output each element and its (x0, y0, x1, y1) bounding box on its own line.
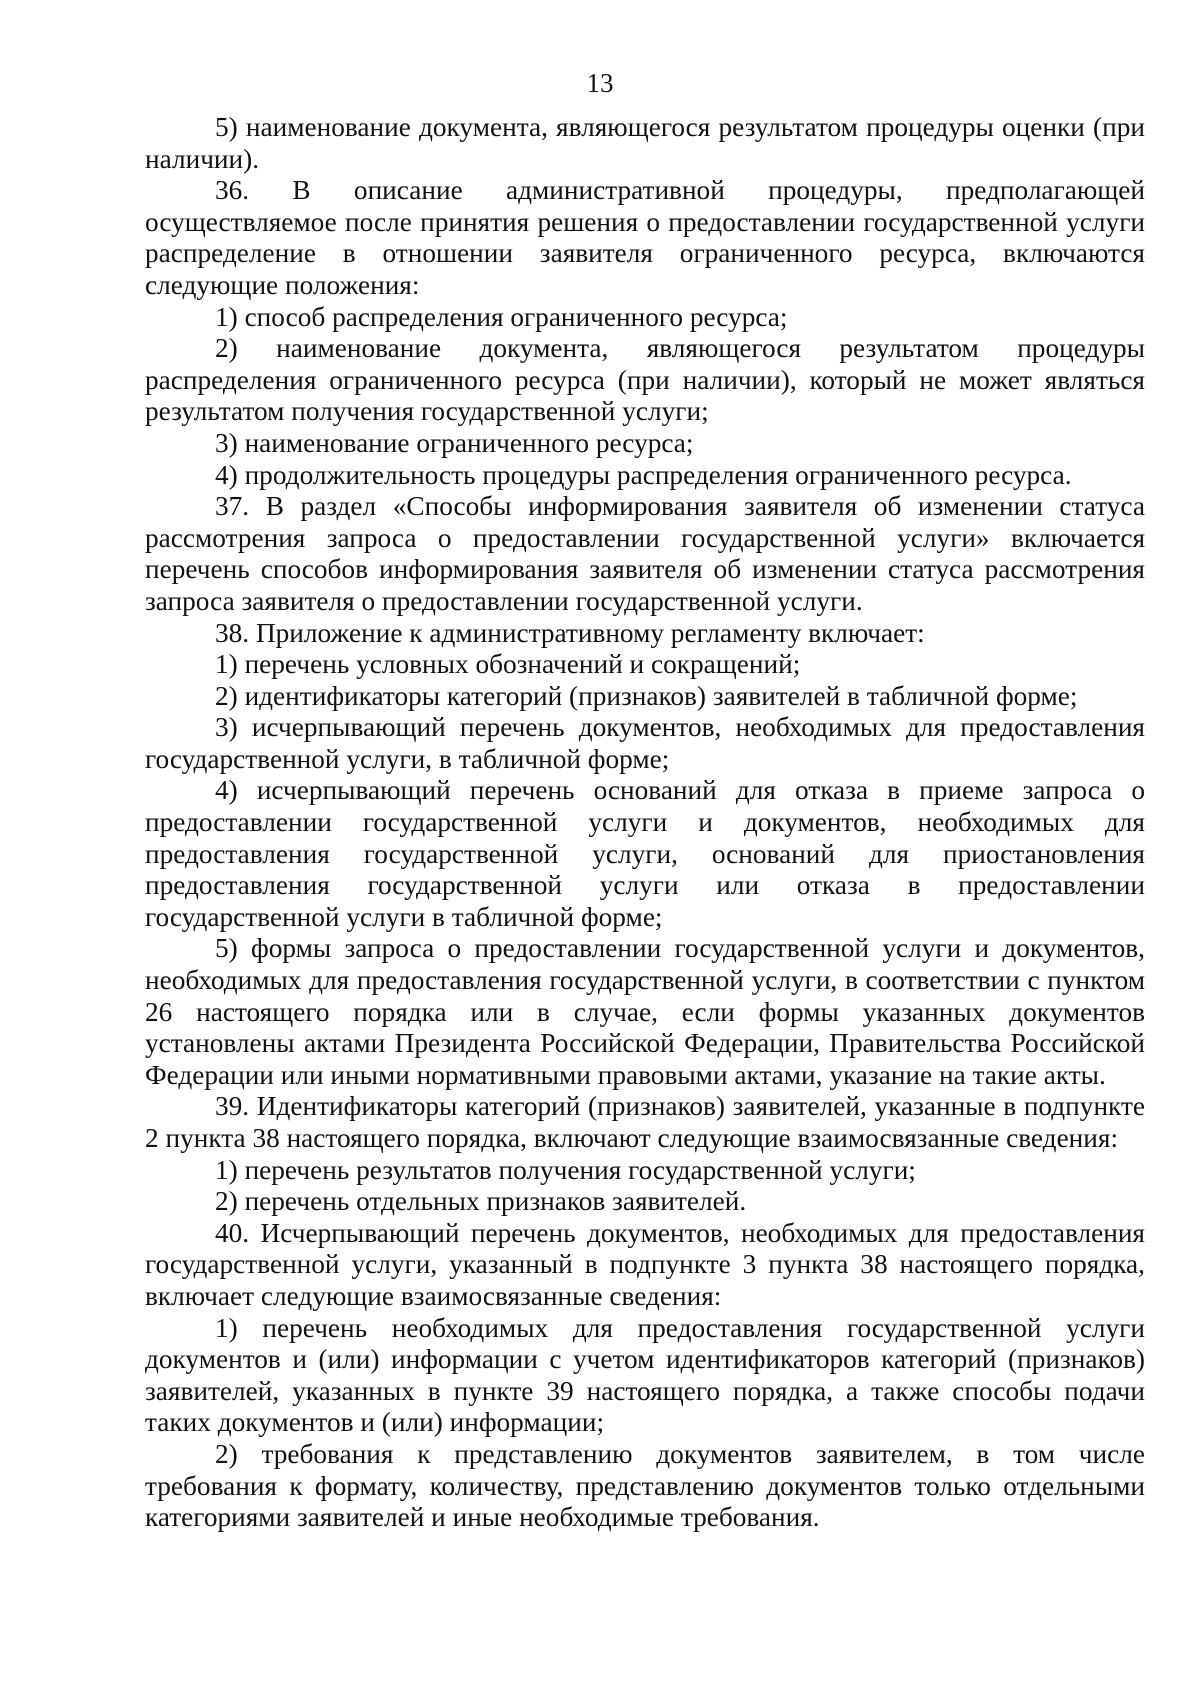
paragraph-37: 37. В раздел «Способы информирования заявителя об изменении статуса рассмотрения запроса о предоставлении государственной услуги» включается перечень способов информирования заявителя об изменении статуса рассмотрения запроса заявителя о предоставлении государственной услуги. (145, 491, 1145, 616)
paragraph-item-5-evaluation-document: 5) наименование документа, являющегося результатом процедуры оценки (при наличии). (145, 112, 1145, 174)
paragraph-40: 40. Исчерпывающий перечень документов, необходимых для предоставления государственной услуги, указанный в подпункте 3 пункта 38 настоящего порядка, включает следующие взаимосвязанные сведения: (145, 1217, 1145, 1311)
paragraph-39: 39. Идентификаторы категорий (признаков) заявителей, указанные в подпункте 2 пункта 38 настоящего порядка, включают следующие взаимосвязанные сведения: (145, 1091, 1145, 1153)
paragraph-38-item-3: 3) исчерпывающий перечень документов, необходимых для предоставления государственной услуги, в табличной форме; (145, 712, 1145, 774)
paragraph-38-item-4: 4) исчерпывающий перечень оснований для отказа в приеме запроса о предоставлении государственной услуги и документов, необходимых для предоставления государственной услуги, оснований для приостановления предоставления государственной услуги или отказа в предоставлении государственной услуги в табличной форме; (145, 775, 1145, 932)
paragraph-38: 38. Приложение к административному регламенту включает: (215, 617, 925, 648)
paragraph-38-item-1: 1) перечень условных обозначений и сокращений; (215, 649, 801, 680)
paragraph-40-item-1: 1) перечень необходимых для предоставления государственной услуги документов и (или) информации с учетом идентификаторов категорий (признаков) заявителей, указанных в пункте 39 настоящего порядка, а также способы подачи таких документов и (или) информации; (145, 1312, 1145, 1438)
paragraph-36-item-2: 2) наименование документа, являющегося результатом процедуры распределения ограниченного ресурса (при наличии), который не может являться результатом получения государственной услуги; (145, 333, 1145, 427)
paragraph-36-item-4: 4) продолжительность процедуры распределения ограниченного ресурса. (215, 459, 1072, 490)
paragraph-36: 36. В описание административной процедуры, предполагающей осуществляемое после принятия решения о предоставлении государственной услуги распределение в отношении заявителя ограниченного ресурса, включаются следующие положения: (145, 175, 1145, 300)
paragraph-40-item-2: 2) требования к представлению документов заявителем, в том числе требования к формату, количеству, представлению документов только отдельными категориями заявителей и иные необходимые требования. (145, 1438, 1145, 1533)
paragraph-39-item-1: 1) перечень результатов получения государственной услуги; (215, 1154, 916, 1185)
paragraph-38-item-2: 2) идентификаторы категорий (признаков) заявителей в табличной форме; (215, 680, 1078, 711)
document-body (145, 112, 1145, 1534)
paragraph-36-item-1: 1) способ распределения ограниченного ресурса; (215, 301, 788, 332)
paragraph-38-item-5: 5) формы запроса о предоставлении государственной услуги и документов, необходимых для предоставления государственной услуги, в соответствии с пунктом 26 настоящего порядка или в случае, если формы указанных документов установлены актами Президента Российской Федерации, Правительства Российской Федерации или иными нормативными правовыми актами, указание на такие акты. (145, 933, 1145, 1090)
paragraph-36-item-3: 3) наименование ограниченного ресурса; (215, 427, 694, 458)
paragraph-39-item-2: 2) перечень отдельных признаков заявителей. (215, 1186, 747, 1217)
page-number: 13 (586, 68, 614, 98)
